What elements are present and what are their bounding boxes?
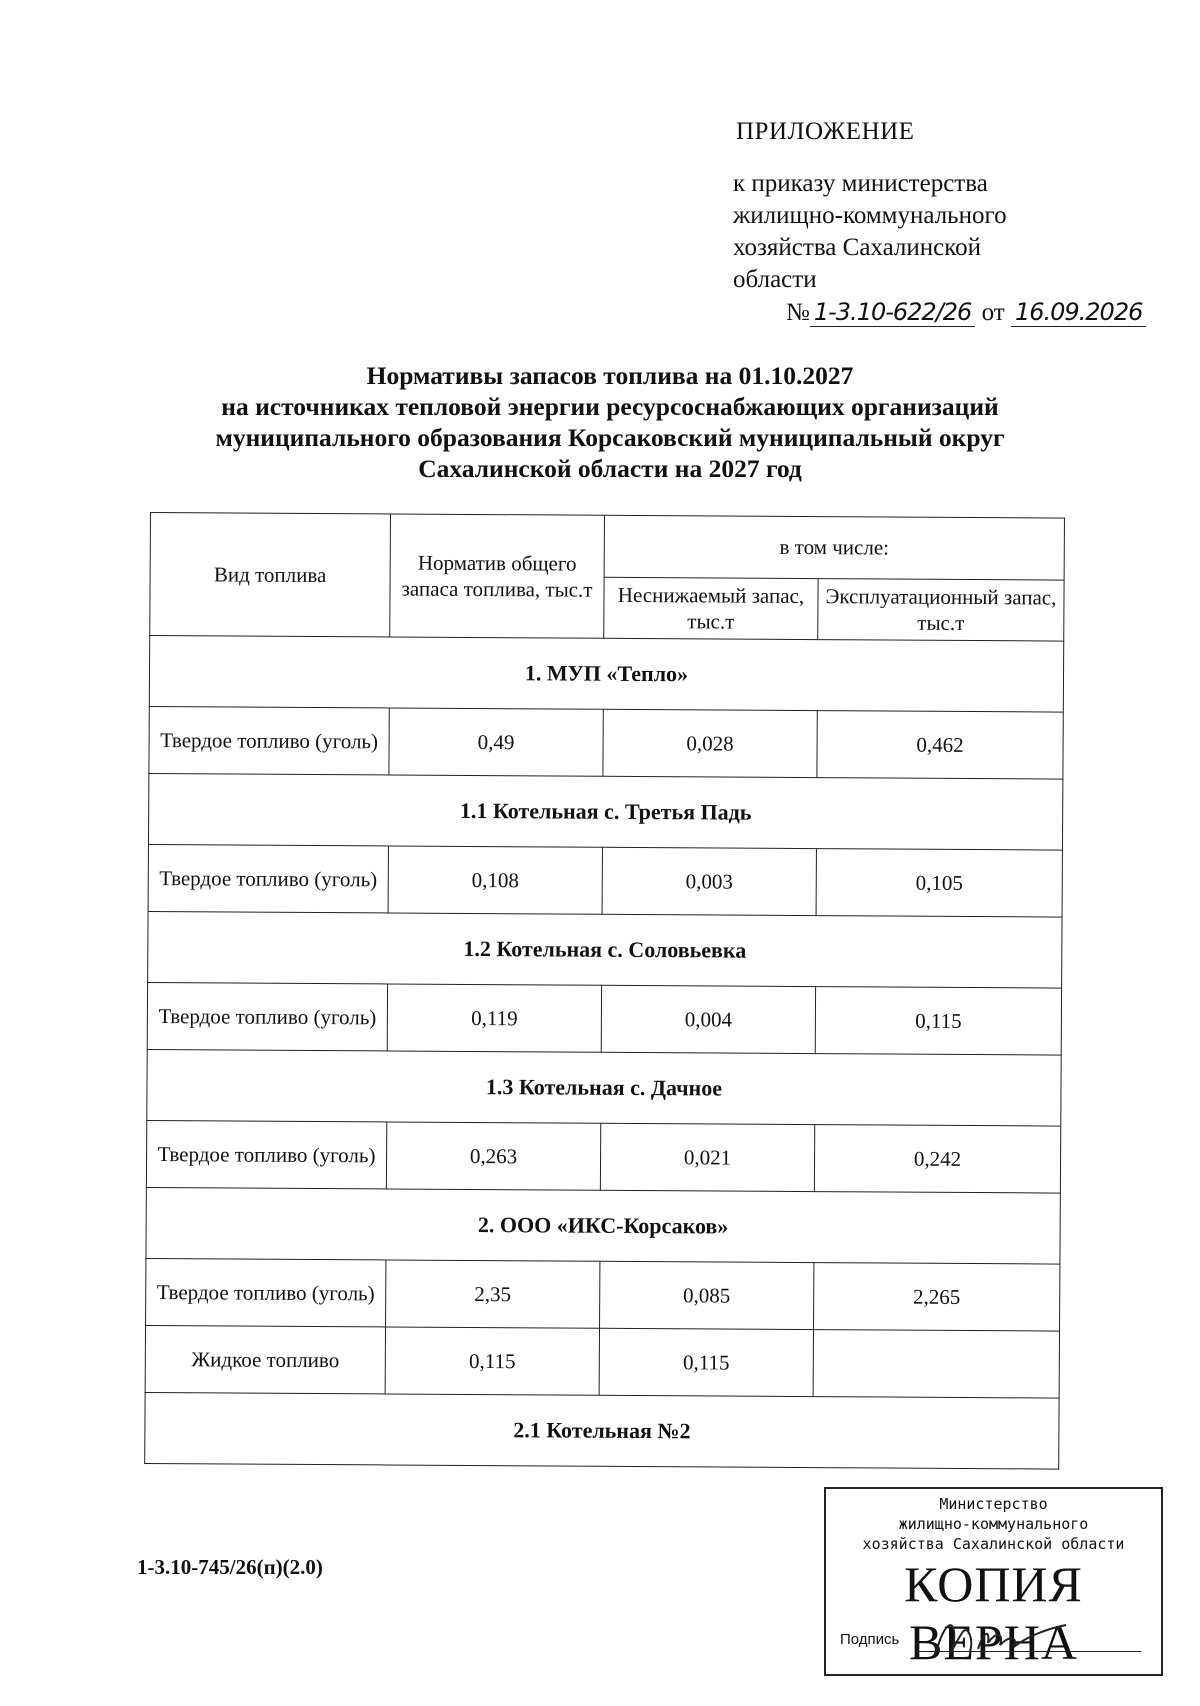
- total-reserve-cell: 2,35: [386, 1260, 600, 1328]
- stamp-line: жилищно-коммунального: [898, 1515, 1089, 1533]
- operating-reserve-cell: 0,115: [815, 987, 1061, 1056]
- date-prefix: от: [981, 299, 1005, 326]
- document-title: [130, 360, 1090, 484]
- header-minimum-reserve: Неснижаемый запас, тыс.т: [604, 577, 818, 640]
- document-number: 1-3.10-745/26(п)(2.0): [137, 1555, 323, 1579]
- operating-reserve-cell: 0,242: [814, 1125, 1060, 1194]
- minimum-reserve-cell: 0,028: [603, 709, 817, 777]
- table-body: [145, 636, 1064, 1470]
- section-row: [148, 773, 1062, 850]
- table-row: [146, 1258, 1060, 1331]
- minimum-reserve-cell: 0,003: [602, 847, 816, 915]
- section-title: 2.1 Котельная №2: [145, 1392, 1059, 1469]
- minimum-reserve-cell: 0,004: [601, 985, 815, 1053]
- section-row: [149, 636, 1063, 713]
- stamp-title: КОПИЯ ВЕРНА: [904, 1556, 1083, 1670]
- minimum-reserve-cell: 0,115: [599, 1328, 813, 1396]
- section-row: [145, 1392, 1059, 1469]
- title-line: Сахалинской области на 2027 год: [418, 454, 802, 483]
- order-line: к приказу министерства: [733, 170, 988, 197]
- operating-reserve-cell: [813, 1330, 1059, 1399]
- order-date: 16.09.2026: [1011, 298, 1146, 327]
- header-fuel-type: Вид топлива: [150, 513, 391, 637]
- order-line: жилищно-коммунального: [733, 202, 1007, 229]
- total-reserve-cell: 0,119: [387, 984, 601, 1052]
- operating-reserve-cell: 0,105: [816, 849, 1062, 918]
- header-including: в том числе:: [604, 515, 1064, 579]
- fuel-type-cell: Жидкое топливо: [145, 1325, 385, 1393]
- fuel-type-cell: Твердое топливо (уголь): [149, 706, 389, 774]
- table-row: [145, 1325, 1059, 1398]
- total-reserve-cell: 0,108: [388, 846, 602, 914]
- section-row: [147, 1049, 1061, 1126]
- operating-reserve-cell: 0,462: [817, 711, 1063, 780]
- fuel-type-cell: Твердое топливо (уголь): [147, 982, 387, 1050]
- operating-reserve-cell: 2,265: [814, 1263, 1060, 1332]
- signature-icon: [926, 1611, 1076, 1666]
- total-reserve-cell: 0,263: [386, 1122, 600, 1190]
- fuel-type-cell: Твердое топливо (уголь): [148, 844, 388, 912]
- stamp-line: Министерство: [939, 1495, 1048, 1513]
- stamp-line: хозяйства Сахалинской области: [862, 1535, 1125, 1553]
- table-header-row: [150, 513, 1064, 580]
- section-title: 2. ООО «ИКС-Корсаков»: [146, 1187, 1060, 1264]
- table-row: [147, 982, 1061, 1055]
- order-number-date: [786, 298, 1146, 327]
- order-line: области: [733, 266, 817, 293]
- total-reserve-cell: 0,49: [389, 708, 603, 776]
- title-line: на источниках тепловой энергии ресурсоснабжающих организаций: [221, 392, 999, 421]
- section-row: [146, 1187, 1060, 1264]
- fuel-type-cell: Твердое топливо (уголь): [146, 1120, 386, 1188]
- section-title: 1.3 Котельная с. Дачное: [147, 1049, 1061, 1126]
- fuel-reserve-table: [144, 512, 1065, 1470]
- section-row: [148, 911, 1062, 988]
- table-row: [146, 1120, 1060, 1193]
- certified-copy-stamp: [824, 1487, 1163, 1676]
- order-reference: [733, 168, 1007, 296]
- section-title: 1.1 Котельная с. Третья Падь: [148, 773, 1062, 850]
- section-title: 1. МУП «Тепло»: [149, 636, 1063, 713]
- title-line: муниципального образования Корсаковский муниципальный округ: [215, 423, 1005, 452]
- number-prefix: №: [786, 299, 810, 326]
- section-title: 1.2 Котельная с. Соловьевка: [148, 911, 1062, 988]
- table-row: [148, 844, 1062, 917]
- fuel-type-cell: Твердое топливо (уголь): [146, 1258, 386, 1326]
- header-operating-reserve: Эксплуатационный запас, тыс.т: [818, 578, 1064, 641]
- appendix-label: ПРИЛОЖЕНИЕ: [736, 118, 915, 145]
- signature-label: Подпись: [840, 1631, 900, 1648]
- order-line: хозяйства Сахалинской: [733, 234, 981, 261]
- minimum-reserve-cell: 0,021: [600, 1123, 814, 1191]
- title-line: Нормативы запасов топлива на 01.10.2027: [366, 361, 854, 390]
- table-row: [149, 706, 1063, 779]
- header-total-reserve: Норматив общего запаса топлива, тыс.т: [390, 514, 605, 638]
- order-number: 1-3.10-622/26: [810, 298, 975, 327]
- minimum-reserve-cell: 0,085: [600, 1261, 814, 1329]
- total-reserve-cell: 0,115: [385, 1327, 599, 1395]
